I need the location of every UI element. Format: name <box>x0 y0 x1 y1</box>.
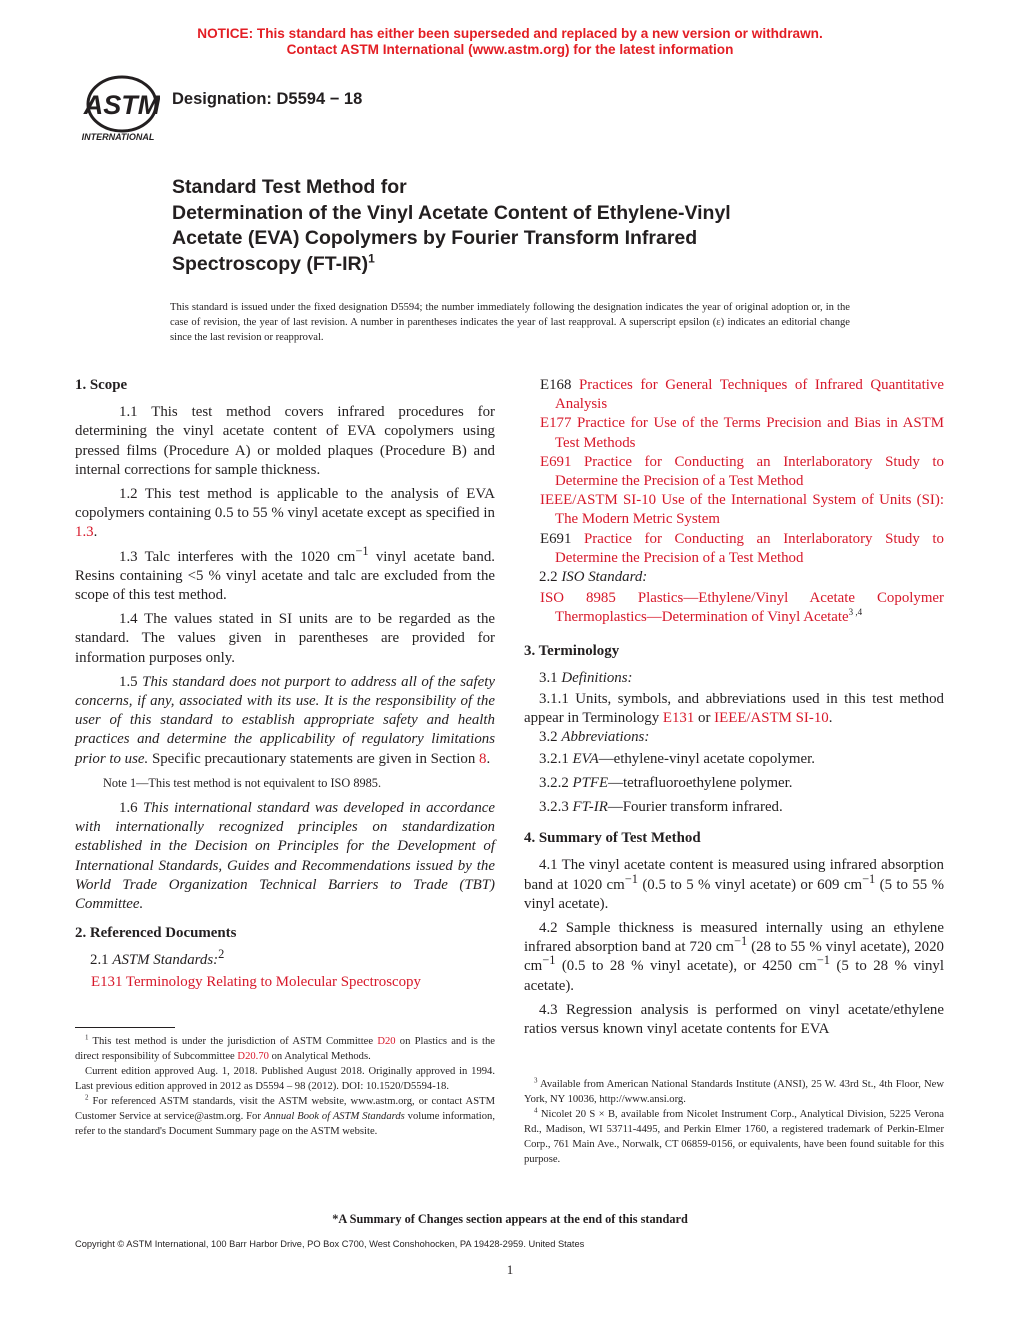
logo-subtext: INTERNATIONAL <box>81 132 155 142</box>
footnote-3: $^3$ Available from American National Standards Institute (ANSI), 25 W. 43rd St., 4th Floor, New York, NY 10036, http://www.ansi.org. <box>524 1076 944 1105</box>
paragraph-4-1: 4.1 The vinyl acetate content is measured using infrared absorption band at 1020 $cm^{-1}$ (0.5 to 5 % vinyl acetate) or 609 $cm^{-1}$ (5 to 55 % vinyl acetate). <box>524 857 944 912</box>
ref-ieee-astm-si-10[interactable]: IEEE/ASTM SI-10 Use of the International System of Units (SI): The Modern Metric System <box>540 492 944 528</box>
link-section-1-3[interactable]: 1.3 <box>75 524 94 541</box>
footnotes-right <box>524 1077 944 1167</box>
paragraph-1-5: 1.5 This standard does not purport to address all of the safety concerns, if any, associated with its use. It is the responsibility of the user of this standard to establish appropriate safety and health practices and determine the applicability of regulatory limitations prior to use. Specific precautionary statements are given in Section 8. <box>75 673 495 767</box>
footnotes-left <box>75 1034 495 1139</box>
link-section-8[interactable]: 8 <box>479 750 487 767</box>
paragraph-3-1: 3.1 Definitions: <box>539 669 633 686</box>
footnote-2: $^2$ For referenced ASTM standards, visit the ASTM website, www.astm.org, or contact ASTM Customer Service at service@astm.org. For Annual Book of ASTM Standards volume information, refer to the standard's Document Summary page on the ASTM website. <box>75 1093 495 1137</box>
paragraph-3-1-1: 3.1.1 Units, symbols, and abbreviations used in this test method appear in Terminology E131 or IEEE/ASTM SI-10. <box>524 691 944 727</box>
astm-logo-icon <box>76 74 160 142</box>
paragraph-3-2: 3.2 Abbreviations: <box>539 729 650 746</box>
paragraph-1-6: 1.6 This international standard was developed in accordance with internationally recognized principles on standardization established in the Decision on Principles for the Development of International Standards, Guides and Recommendations issued by the World Trade Organization Technical Barriers to Trade (TBT) Committee. <box>75 800 495 913</box>
title-footnote-mark[interactable]: 1 <box>368 251 375 265</box>
section-heading-scope: 1. Scope <box>75 377 128 393</box>
footnote-4: $^4$ Nicolet 20 S × B, available from Nicolet Instrument Corp., Analytical Division, 5225 Verona Rd., Madison, WI 53711-4495, and Perkin Elmer 1760, a registered trademark of Perkin-Elmer Corp., 761 Main Ave., Norwalk, CT 06859-0156, or equivalents, have been found suitable for this purpose. <box>524 1106 944 1165</box>
footnote-1: $^1$ This test method is under the jurisdiction of ASTM Committee D20 on Plastics and is the direct responsibility of Subcommittee D20.70 on Analytical Methods. <box>75 1033 495 1062</box>
issued-statement: This standard is issued under the fixed designation D5594; the number immediately following the designation indicates the year of original adoption or, in the case of revision, the year of last revision. A number in parentheses indicates the year of last reapproval. A superscript epsilon (ε) indicates an editorial change since the last revision or reapproval. <box>170 302 850 343</box>
link-e131[interactable]: E131 <box>662 710 695 727</box>
paragraph-1-4: 1.4 The values stated in SI units are to be regarded as the standard. The values given in parentheses are provided for information purposes only. <box>75 611 495 666</box>
paragraph-1-3: 1.3 Talc interferes with the 1020 $cm^{-1}$ vinyl acetate band. Resins containing <5 % vinyl acetate and talc are excluded from the scope of this test method. <box>75 543 495 604</box>
page-number: 1 <box>506 1262 514 1277</box>
section-heading-referenced-documents: 2. Referenced Documents <box>75 925 237 942</box>
paragraph-4-3: 4.3 Regression analysis is performed on vinyl acetate/ethylene ratios versus known vinyl acetate contents for EVA <box>524 1001 944 1038</box>
withdrawal-notice <box>0 26 1020 58</box>
paragraph-2-2: 2.2 ISO Standard: <box>539 569 648 586</box>
paragraph-2-1: 2.1 ASTM Standards:$^2$ <box>90 947 225 969</box>
title-line-2: Determination of the Vinyl Acetate Content of Ethylene-Vinyl <box>172 201 731 224</box>
paragraph-1-2: 1.2 This test method is applicable to the analysis of EVA copolymers containing 0.5 to 55 % vinyl acetate except as specified in 1.3. <box>75 486 495 541</box>
section-heading-summary: 4. Summary of Test Method <box>524 830 701 847</box>
summary-of-changes-note: *A Summary of Changes section appears at the end of this standard <box>332 1212 688 1226</box>
paragraph-3-2-3: 3.2.3 FT-IR—Fourier transform infrared. <box>539 799 783 816</box>
ref-e131[interactable]: E131 Terminology Relating to Molecular Spectroscopy <box>91 973 421 990</box>
title-line-1: Standard Test Method for <box>172 176 407 198</box>
copyright-line: Copyright © ASTM International, 100 Barr Harbor Drive, PO Box C700, West Conshohocken, PA 19428-2959. United States <box>75 1239 585 1249</box>
link-d20[interactable]: D20 <box>377 1036 396 1047</box>
logo-letters: ASTM <box>83 90 160 120</box>
paragraph-3-2-1: 3.2.1 EVA—ethylene-vinyl acetate copolymer. <box>539 750 815 767</box>
designation: Designation: D5594 − 18 <box>172 90 363 108</box>
paragraph-3-2-2: 3.2.2 PTFE—tetrafluoroethylene polymer. <box>539 774 793 791</box>
ref-e691[interactable]: E691 Practice for Conducting an Interlaboratory Study to Determine the Precision of a Test Method <box>540 453 944 490</box>
ref-iso-8985[interactable]: ISO 8985 Plastics—Ethylene/Vinyl Acetate Copolymer Thermoplastics—Determination of Vinyl Acetate$^{3 ,4}$ <box>540 590 945 626</box>
ref-e168[interactable]: E168 Practices for General Techniques of Infrared Quantitative Analysis <box>540 377 944 413</box>
right-column <box>524 376 944 1044</box>
footnote-divider <box>75 1027 175 1028</box>
document-title <box>172 175 892 277</box>
notice-line-1: NOTICE: This standard has either been superseded and replaced by a new version or withdrawn. <box>197 26 823 41</box>
ref-e691-repeat[interactable]: E691 Practice for Conducting an Interlaboratory Study to Determine the Precision of a Test Method <box>540 530 944 566</box>
left-column <box>75 376 495 992</box>
title-line-3: Acetate (EVA) Copolymers by Fourier Transform Infrared <box>172 227 698 249</box>
footnote-1-edition: Current edition approved Aug. 1, 2018. Published August 2018. Originally approved in 1994. Last previous edition approved in 2012 as D5594 – 98 (2012). DOI: 10.1520/D5594-18. <box>75 1066 495 1092</box>
paragraph-1-1: 1.1 This test method covers infrared procedures for determining the vinyl acetate content of EVA copolymers using pressed films (Procedure A) or molded plaques (Procedure B) and internal corrections for sample thickness. <box>75 404 495 478</box>
paragraph-4-2: 4.2 Sample thickness is measured internally using an ethylene infrared absorption band at 720 $cm^{-1}$ (28 to 55 % vinyl acetate), 2020 $cm^{-1}$ (0.5 to 28 % vinyl acetate), or 4250 $cm^{-1}$ (5 to 28 % vinyl acetate). <box>524 920 944 994</box>
notice-line-2: Contact ASTM International (www.astm.org) for the latest information <box>286 42 734 57</box>
link-ieee-astm-si-10[interactable]: IEEE/ASTM SI-10 <box>714 710 829 727</box>
ref-e177[interactable]: E177 Practice for Use of the Terms Precision and Bias in ASTM Test Methods <box>540 415 944 451</box>
section-heading-terminology: 3. Terminology <box>524 642 620 659</box>
title-line-4: Spectroscopy $(FT-IR)^1$ <box>172 251 375 275</box>
link-d20-70[interactable]: D20.70 <box>237 1051 269 1062</box>
note-1: Note 1—This test method is not equivalent to ISO 8985. <box>103 775 382 790</box>
